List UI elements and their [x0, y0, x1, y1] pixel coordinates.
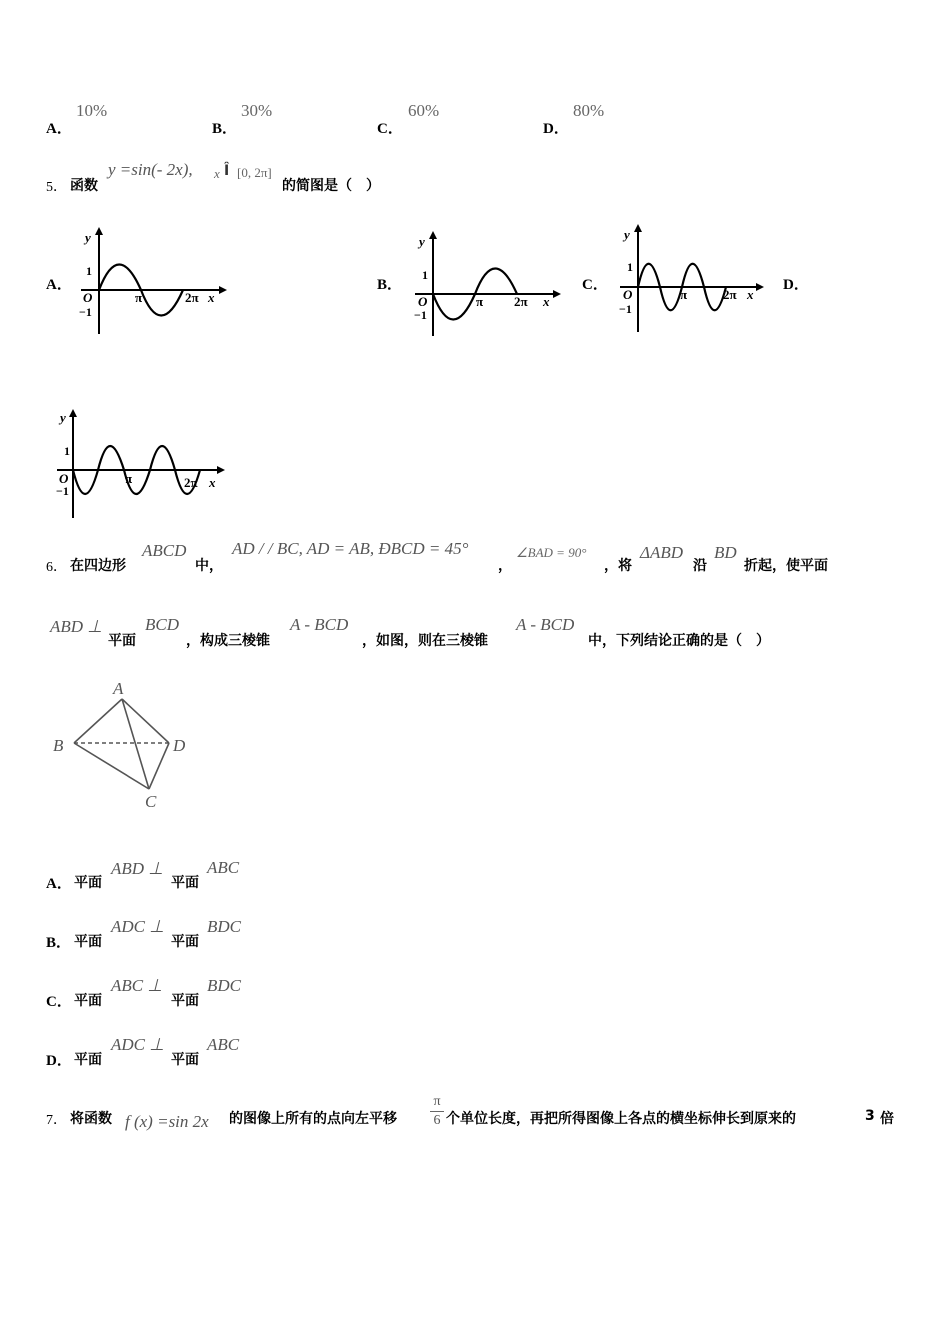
q6-math-triangle-abd: ΔABD	[640, 543, 684, 562]
q5-option-c-label: C．	[582, 277, 608, 293]
q5-prefix: 函数	[70, 178, 98, 194]
q6-text-6: 折起，使平面	[744, 558, 828, 574]
q4-option-b-label: B．	[212, 121, 238, 137]
q6-option-a-text-1: 平面	[74, 875, 102, 891]
q5-graph-b-x-label: x	[543, 294, 550, 309]
q6-option-d-label: D．	[46, 1053, 72, 1069]
q7-text-5: 倍	[880, 1111, 894, 1127]
q6-option-c-math-2: BDC	[207, 976, 241, 995]
q5-graph-c-origin-label: O	[623, 287, 633, 302]
q6-option-a-math-2: ABC	[207, 858, 240, 877]
q6-text-7: 平面	[108, 633, 136, 649]
q6-math-bcd: BCD	[145, 615, 179, 634]
q6-option-d-text-1: 平面	[74, 1052, 102, 1068]
q5-graph-b-one-label: 1	[422, 268, 428, 282]
q5-graph-c-x-label: x	[747, 287, 754, 302]
q6-option-d-math-2: ABC	[207, 1035, 240, 1054]
q5-option-d-label: D．	[783, 277, 809, 293]
q5-graph-d-minus-one-label: −1	[56, 484, 69, 498]
q5-graph-a-y-label: y	[85, 230, 91, 245]
q6-math-bd: BD	[714, 543, 737, 562]
q7-text-4: 3	[865, 1108, 875, 1124]
q5-graph-b-axes	[415, 231, 561, 336]
q5-number: 5．	[46, 180, 67, 195]
q5-graph-b-y-label: y	[419, 234, 425, 249]
q5-graph-a-pi-label: π	[135, 290, 143, 305]
q5-graph-c-two-pi-label: 2π	[723, 287, 737, 302]
q6-option-b-label: B．	[46, 935, 72, 951]
q5-graph-d-one-label: 1	[64, 444, 70, 458]
q7-fraction	[430, 1094, 444, 1129]
q5-graph-b-minus-one-label: −1	[414, 308, 427, 322]
q5-graph-b-pi-label: π	[476, 294, 484, 309]
q5-graph-c-pi-label: π	[680, 287, 688, 302]
q5-graph-c-y-label: y	[624, 227, 630, 242]
q5-graph-b-origin-label: O	[418, 294, 428, 309]
q5-formula-in: Î	[224, 163, 230, 179]
q6-text-10: 中，下列结论正确的是（ ）	[588, 633, 770, 649]
q6-option-b-math-1: ADC ⊥	[111, 917, 165, 936]
q7-text-3: 个单位长度，再把所得图像上各点的横坐标伸长到原来的	[446, 1111, 796, 1127]
q4-option-b-value: 30%	[241, 101, 273, 120]
q6-math-tetra-1: A - BCD	[290, 615, 349, 634]
q5-graph-a-x-label: x	[208, 290, 215, 305]
q6-option-d-text-2: 平面	[171, 1052, 199, 1068]
q6-math-angle-bad: ∠BAD = 90°	[516, 545, 587, 560]
q6-option-c-label: C．	[46, 994, 72, 1010]
q5-formula: y =sin(- 2x),	[108, 160, 193, 179]
q5-graph-b-two-pi-label: 2π	[514, 294, 528, 309]
q7-fraction-denominator: 6	[433, 1113, 441, 1128]
q6-math-abd-perp: ABD ⊥	[50, 617, 103, 636]
q6-math-abcd: ABCD	[142, 541, 187, 560]
q6-vertex-c-label: C	[145, 792, 157, 811]
q5-graph-c-one-label: 1	[627, 260, 633, 274]
q6-option-a-math-1: ABD ⊥	[111, 859, 164, 878]
q5-graph-a-origin-label: O	[83, 290, 93, 305]
q5-graph-d-x-label: x	[209, 475, 216, 490]
q5-graph-a-minus-one-label: −1	[79, 305, 92, 319]
q4-option-a-label: A．	[46, 121, 72, 137]
q6-vertex-a-label: A	[113, 679, 124, 698]
q5-graph-d-origin-label: O	[59, 471, 69, 486]
q5-graph-d-two-pi-label: 2π	[184, 475, 198, 490]
q6-text-9: ，如图，则在三棱锥	[362, 633, 488, 649]
q6-text-1: 在四边形	[70, 558, 126, 574]
q5-graph-c-minus-one-label: −1	[619, 302, 632, 316]
q4-option-d-label: D．	[543, 121, 569, 137]
q6-math-tetra-2: A - BCD	[516, 615, 575, 634]
q4-option-d-value: 80%	[573, 101, 605, 120]
q6-option-d-math-1: ADC ⊥	[111, 1035, 165, 1054]
q5-suffix: 的简图是（ ）	[282, 178, 380, 194]
q5-graph-a	[78, 226, 228, 338]
q7-formula: f (x) =sin 2x	[125, 1112, 209, 1131]
q4-option-c-label: C．	[377, 121, 403, 137]
q5-graph-d-axes	[57, 409, 225, 518]
q6-number: 6．	[46, 560, 67, 575]
q5-option-b-label: B．	[377, 277, 403, 293]
q6-vertex-d-label: D	[173, 736, 186, 755]
q6-math-conditions: AD / / BC, AD = AB, ÐBCD = 45°	[232, 539, 469, 558]
q7-fraction-numerator: π	[433, 1094, 441, 1109]
q6-text-5: 沿	[693, 558, 707, 574]
q6-option-b-text-2: 平面	[171, 934, 199, 950]
q7-text-2: 的图像上所有的点向左平移	[229, 1111, 397, 1127]
q5-graph-c	[617, 222, 767, 334]
q5-graph-d	[54, 408, 229, 522]
q6-option-b-math-2: BDC	[207, 917, 241, 936]
q7-text-1: 将函数	[70, 1111, 112, 1127]
q6-tetrahedron-figure	[48, 675, 198, 815]
q6-vertex-b-label: B	[53, 736, 64, 755]
q6-text-4: ，将	[604, 558, 632, 574]
q5-graph-d-y-label: y	[60, 410, 66, 425]
q6-option-c-text-1: 平面	[74, 993, 102, 1009]
q6-option-a-label: A．	[46, 876, 72, 892]
q6-text-3: ，	[498, 558, 512, 574]
q6-option-c-math-1: ABC ⊥	[111, 976, 163, 995]
q5-graph-d-pi-label: π	[125, 471, 133, 486]
q5-graph-c-axes	[620, 224, 764, 332]
q7-number: 7．	[46, 1113, 67, 1128]
q5-formula-interval: [0, 2π]	[237, 165, 272, 180]
q5-graph-b	[412, 230, 562, 340]
q6-option-b-text-1: 平面	[74, 934, 102, 950]
q5-option-a-label: A．	[46, 277, 72, 293]
q6-option-c-text-2: 平面	[171, 993, 199, 1009]
q6-option-a-text-2: 平面	[171, 875, 199, 891]
q5-graph-a-one-label: 1	[86, 264, 92, 278]
q6-text-2: 中，	[195, 558, 223, 574]
q4-option-a-value: 10%	[76, 101, 108, 120]
q4-option-c-value: 60%	[408, 101, 440, 120]
q5-formula-x: x	[214, 166, 220, 181]
q6-tetrahedron-edges	[74, 699, 169, 789]
q5-graph-a-two-pi-label: 2π	[185, 290, 199, 305]
q6-text-8: ，构成三棱锥	[186, 633, 270, 649]
